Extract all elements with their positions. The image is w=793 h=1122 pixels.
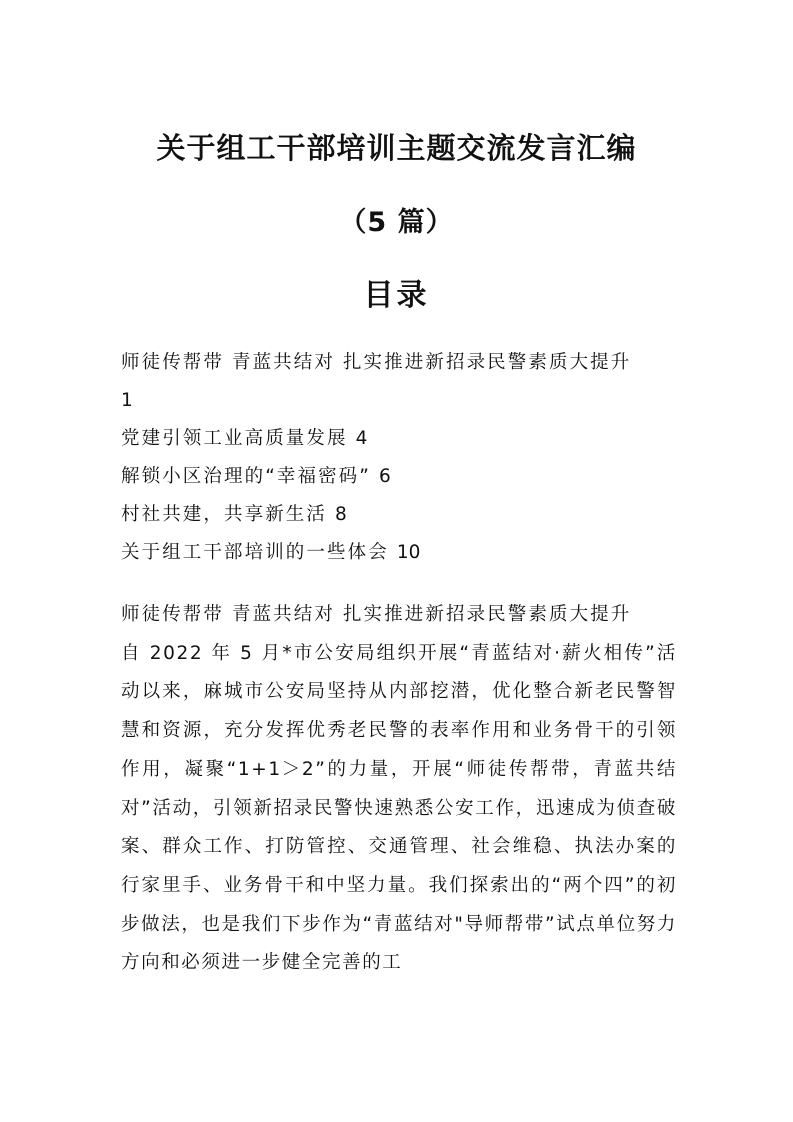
toc-heading: 目录 [363, 278, 430, 313]
body-paragraph: 自 2022 年 5 月*市公安局组织开展“青蓝结对·薪火相传”活动以来，麻城市公安局坚持从内部挖潜，优化整合新老民警智慧和资源，充分发挥优秀老民警的表率作用和业务骨干的引领作用，凝聚“1+1＞2”的力量，开展“师徒传帮带，青蓝共结对”活动，引领新招录民警快速熟悉公安工作，迅速成为侦查破案、群众工作、打防管控、交通管理、社会维稳、执法办案的行家里手、业务骨干和中坚力量。我们探索出的“两个四”的初步做法，也是我们下步作为“青蓝结对"导师帮带”试点单位努力方向和必须进一步健全完善的工 [121, 642, 677, 974]
toc-entry[interactable] [121, 534, 681, 572]
toc-entry-title: 党建引领工业高质量发展 [121, 428, 348, 449]
toc-entry-page: 10 [396, 542, 421, 563]
document-title: 关于组工干部培训主题交流发言汇编 [156, 131, 637, 165]
toc-entry-page: 8 [335, 504, 347, 525]
toc-entry-page: 1 [121, 390, 133, 411]
toc-entry[interactable] [121, 496, 681, 534]
article-body [121, 596, 677, 983]
section-heading: 师徒传帮带 青蓝共结对 扎实推进新招录民警素质大提升 [121, 604, 632, 625]
toc-entry-title: 师徒传帮带 青蓝共结对 扎实推进新招录民警素质大提升 [121, 352, 632, 373]
toc-entry-page: 6 [378, 466, 391, 487]
toc-entry[interactable] [121, 420, 681, 458]
table-of-contents [121, 344, 681, 572]
toc-entry-title: 村社共建，共享新生活 [121, 504, 328, 525]
document-subtitle: （5 篇） [339, 207, 454, 238]
toc-entry[interactable] [121, 344, 681, 420]
toc-entry-title: 关于组工干部培训的一些体会 [121, 542, 389, 563]
toc-entry-title: 解锁小区治理的“幸福密码” [121, 466, 371, 487]
toc-entry-page: 4 [355, 428, 368, 449]
toc-entry[interactable] [121, 458, 681, 496]
